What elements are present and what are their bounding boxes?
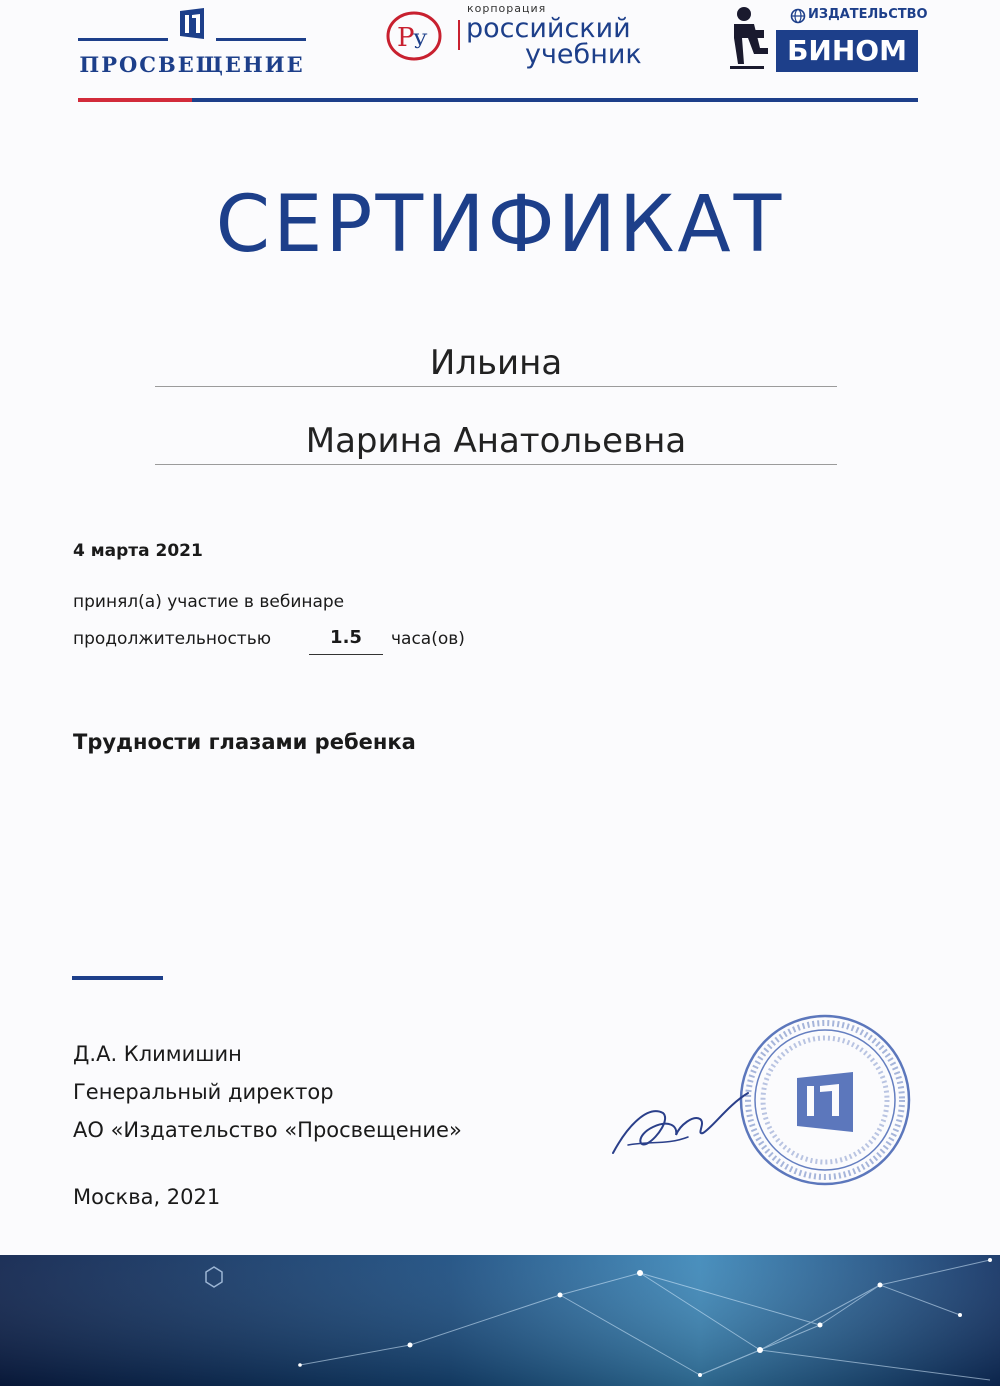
signatory-name: Д.А. Климишин (73, 1042, 242, 1066)
binom-name: БИНОМ (776, 30, 918, 72)
logo-bar-left (78, 38, 168, 41)
recipient-surname: Ильина (429, 343, 563, 383)
duration-underline (309, 654, 383, 655)
reader-figure-icon (724, 4, 774, 76)
surname-underline (155, 386, 837, 387)
event-date: 4 марта 2021 (73, 541, 203, 561)
prosveshchenie-emblem-icon (177, 6, 207, 42)
signatory-position: Генеральный директор (73, 1080, 334, 1104)
recipient-given-names: Марина Анатольевна (305, 421, 687, 461)
ru-logo-line1: российский (466, 13, 631, 44)
ru-emblem-icon (384, 10, 444, 62)
signature-section-dash (72, 976, 163, 980)
prosveshchenie-logo (78, 6, 306, 77)
city-year: Москва, 2021 (73, 1185, 221, 1209)
signature-icon (608, 1085, 758, 1165)
ru-logo-line2: учебник (525, 39, 642, 70)
logo-bar-right (216, 38, 306, 41)
duration-label: продолжительностью (73, 629, 272, 649)
binom-logo (724, 4, 928, 76)
participation-text: принял(а) участие в вебинаре (73, 592, 345, 612)
certificate-title: СЕРТИФИКАТ (215, 180, 785, 270)
globe-icon (790, 8, 806, 24)
ru-separator (458, 20, 460, 50)
svg-text:У: У (413, 29, 428, 53)
duration-value: 1.5 (330, 627, 362, 648)
prosveshchenie-logo-text: ПРОСВЕЩЕНИЕ (79, 52, 305, 77)
header-rule-red (78, 98, 192, 102)
svg-text:Р: Р (397, 23, 415, 53)
russian-textbook-logo (384, 2, 664, 74)
official-stamp-icon (735, 1010, 915, 1190)
header-rule-blue (192, 98, 918, 102)
signatory-organization: АО «Издательство «Просвещение» (73, 1118, 462, 1142)
ru-logo-small: корпорация (467, 2, 547, 15)
binom-publisher-label: ИЗДАТЕЛЬСТВО (808, 7, 928, 22)
footer-network-graphic (0, 1255, 1000, 1386)
given-names-underline (155, 464, 837, 465)
webinar-title: Трудности глазами ребенка (73, 730, 416, 754)
duration-unit: часа(ов) (391, 629, 465, 649)
